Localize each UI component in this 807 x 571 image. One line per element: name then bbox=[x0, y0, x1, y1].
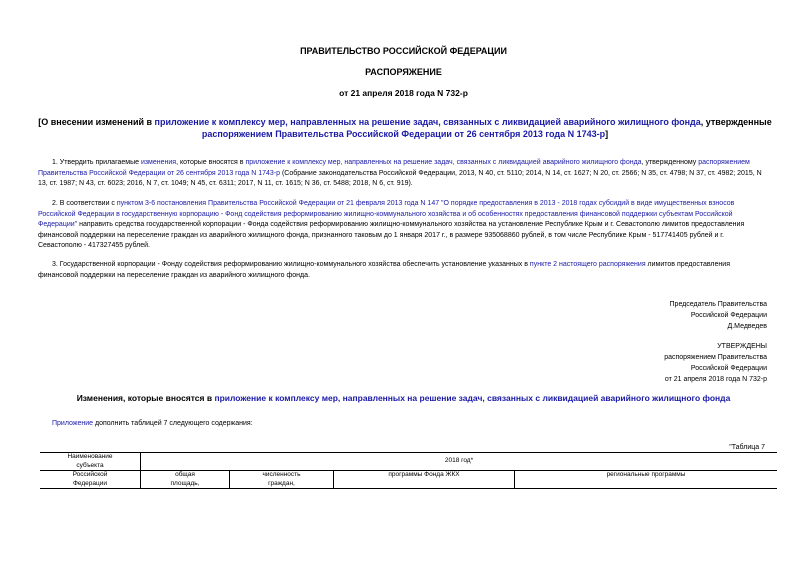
link-appendix[interactable]: приложение к комплексу мер, направленных на решение задач, связанных с ликвидацией аварийного жилищного фонда bbox=[154, 117, 701, 127]
document-type: РАСПОРЯЖЕНИЕ bbox=[365, 67, 442, 77]
table-header-regional: региональные программы bbox=[515, 471, 778, 489]
link-appendix-short[interactable]: Приложение bbox=[52, 420, 94, 427]
document-date-number: от 21 апреля 2018 года N 732-р bbox=[339, 88, 468, 98]
table-7 bbox=[40, 452, 777, 489]
link-appendix-changes[interactable]: приложение к комплексу мер, направленных на решение задач, связанных с ликвидацией аварийного жилищного фонда bbox=[214, 393, 731, 403]
table-header-people: численность граждан, bbox=[230, 471, 334, 489]
link-point-2[interactable]: пункте 2 настоящего распоряжения bbox=[529, 261, 646, 268]
link-order-1743[interactable]: распоряжением Правительства Российской Федерации от 26 сентября 2013 года N 1743-р bbox=[201, 129, 606, 139]
appendix-line: Приложение дополнить таблицей 7 следующего содержания: bbox=[52, 420, 253, 427]
link-order-1743-p1[interactable]: распоряжением Правительства Российской Федерации от 26 сентября 2013 года N 1743-р bbox=[38, 159, 750, 177]
link-changes[interactable]: изменения bbox=[140, 159, 177, 166]
table-header-area: общая площадь, bbox=[141, 471, 230, 489]
table-header-subject-top: Наименование субъекта bbox=[40, 453, 141, 471]
government-title: ПРАВИТЕЛЬСТВО РОССИЙСКОЙ ФЕДЕРАЦИИ bbox=[300, 46, 507, 56]
table-label: "Таблица 7 bbox=[729, 444, 765, 451]
link-appendix-p1[interactable]: приложение к комплексу мер, направленных на решение задач, связанных с ликвидацией аварийного жилищного фонда bbox=[245, 159, 642, 166]
table-header-subject-bottom: Российской Федерации bbox=[40, 471, 141, 489]
table-header-fund: программы Фонда ЖКХ bbox=[334, 471, 515, 489]
table-header-year: 2018 год* bbox=[141, 453, 778, 471]
approved-block: УТВЕРЖДЕНЫ распоряжением Правительства Российской Федерации от 21 апреля 2018 года N 732-р bbox=[664, 343, 767, 383]
document-subject: [О внесении изменений в приложение к комплексу мер, направленных на решение задач, связанных с ликвидацией аварийного жилищного фонда, утвержденные распоряжением Правительства Российской Федерации от 26 сентября 2013 года N 1743-р] bbox=[38, 117, 772, 139]
paragraph-1: 1. Утвердить прилагаемые изменения, которые вносятся в приложение к комплексу мер, направленных на решение задач, связанных с ликвидацией аварийного жилищного фонда, утвержденному распоряжением Правительства Российской Федерации от 26 сентября 2013 года N 1743-р (Собрание законодательства Российской Федерации, 2013, N 40, ст. 5110; 2014, N 14, ст. 1627; N 20, ст. 2566; N 35, ст. 4798; N 37, ст. 4982; 2015, N 13, ст. 1987; N 43, ст. 6023; 2016, N 7, ст. 1049; N 45, ст. 6311; 2017, N 11, ст. 1615; N 36, ст. 5488; 2018, N 6, ст. 919). bbox=[38, 159, 762, 187]
paragraph-3: 3. Государственной корпорации - Фонду содействия реформированию жилищно-коммунального хозяйства обеспечить установление указанных в пункте 2 настоящего распоряжения лимитов предоставления финансовой поддержки на переселение граждан из аварийного жилищного фонда. bbox=[38, 261, 730, 279]
paragraph-2: 2. В соответствии с пунктом 3-6 постановления Правительства Российской Федерации от 21 февраля 2013 года N 147 "О порядке предоставления в 2013 - 2018 годах субсидий в виде имущественных взносов Российской Федерации в государственную корпорацию - Фонд содействия реформированию жилищно-коммунального хозяйства и об особенностях предоставления финансовой поддержки субъектам Российской Федерации" направить средства государственной корпорации - Фонда содействия реформированию жилищно-коммунального хозяйства на установление Республике Крым и г. Севастополю лимитов предоставления финансовой поддержки на переселение граждан из аварийного жилищного фонда, признанного таковым до 1 января 2017 г., в размере 935068860 рублей, в том числе Республике Крым - 517741405 рублей и г. Севастополю - 417327455 рублей. bbox=[38, 200, 745, 249]
link-resolution-147[interactable]: пунктом 3-6 постановления Правительства Российской Федерации от 21 февраля 2013 года N 147 "О порядке предоставления в 2013 - 2018 годах субсидий в виде имущественных взносов Российской Федерации в государственную корпорацию - Фонд содействия реформированию жилищно-коммунального хозяйства и об особенностях предоставления финансовой поддержки субъектам Российской Федерации" bbox=[38, 200, 735, 228]
signature-block: Председатель Правительства Российской Федерации Д.Медведев bbox=[669, 301, 767, 330]
changes-title: Изменения, которые вносятся в приложение к комплексу мер, направленных на решение задач, связанных с ликвидацией аварийного жилищного фонда bbox=[76, 393, 731, 403]
